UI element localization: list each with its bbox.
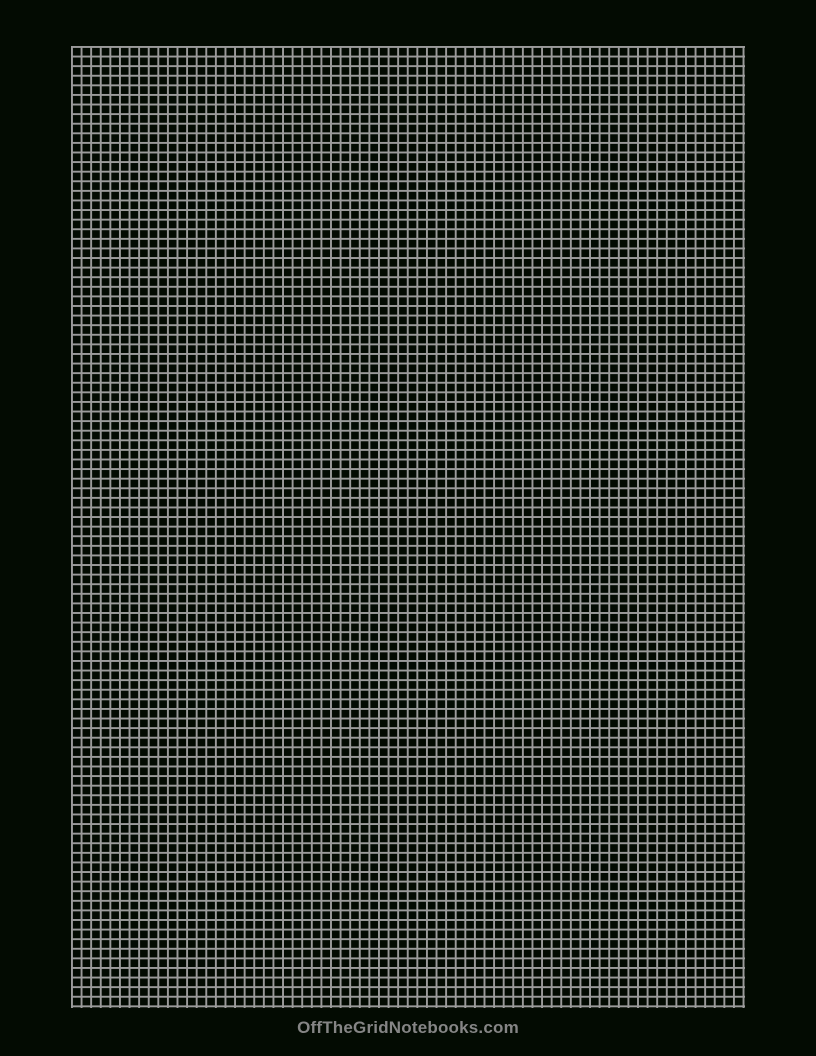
graph-paper-grid	[71, 46, 745, 1008]
footer-brand-text: OffTheGridNotebooks.com	[297, 1018, 519, 1037]
